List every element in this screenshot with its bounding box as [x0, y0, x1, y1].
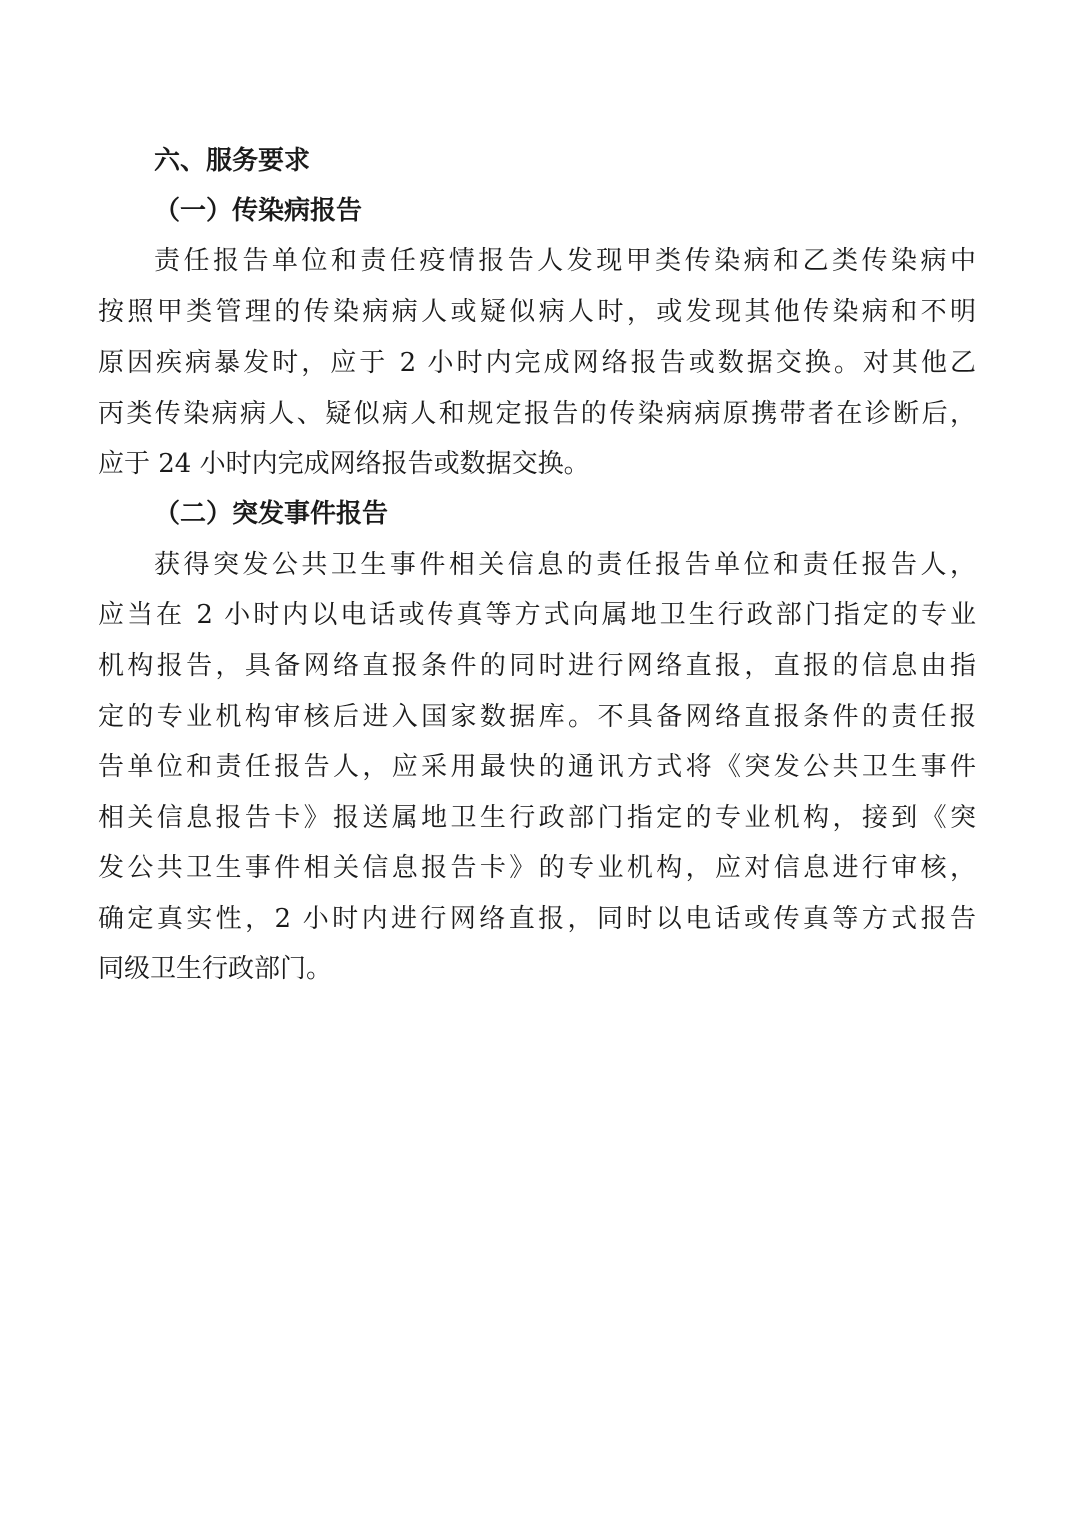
paragraph-line: 原因疾病暴发时，应于 2 小时内完成网络报告或数据交换。对其他乙 [98, 348, 976, 378]
subsection-title-emergency-event-report: （二）突发事件报告 [154, 499, 389, 529]
paragraph-line: 获得突发公共卫生事件相关信息的责任报告单位和责任报告人， [154, 550, 976, 580]
paragraph-line: 责任报告单位和责任疫情报告人发现甲类传染病和乙类传染病中 [154, 246, 976, 276]
paragraph-line: 定的专业机构审核后进入国家数据库。不具备网络直报条件的责任报 [98, 702, 976, 732]
paragraph-line: 丙类传染病病人、疑似病人和规定报告的传染病病原携带者在诊断后， [98, 399, 976, 429]
paragraph-line: 应当在 2 小时内以电话或传真等方式向属地卫生行政部门指定的专业 [98, 600, 976, 630]
paragraph-line: 确定真实性，2 小时内进行网络直报，同时以电话或传真等方式报告 [98, 904, 976, 934]
subsection-title-infectious-disease-report: （一）传染病报告 [154, 196, 363, 226]
paragraph-line: 告单位和责任报告人，应采用最快的通讯方式将《突发公共卫生事件 [98, 752, 976, 782]
paragraph-line: 机构报告，具备网络直报条件的同时进行网络直报，直报的信息由指 [98, 651, 976, 681]
paragraph-line: 相关信息报告卡》报送属地卫生行政部门指定的专业机构，接到《突 [98, 803, 976, 833]
paragraph-line: 同级卫生行政部门。 [98, 954, 333, 984]
paragraph-line: 按照甲类管理的传染病病人或疑似病人时，或发现其他传染病和不明 [98, 297, 976, 327]
section-heading: 六、服务要求 [154, 146, 311, 176]
paragraph-line: 发公共卫生事件相关信息报告卡》的专业机构，应对信息进行审核， [98, 853, 976, 883]
paragraph-line: 应于 24 小时内完成网络报告或数据交换。 [98, 449, 590, 479]
